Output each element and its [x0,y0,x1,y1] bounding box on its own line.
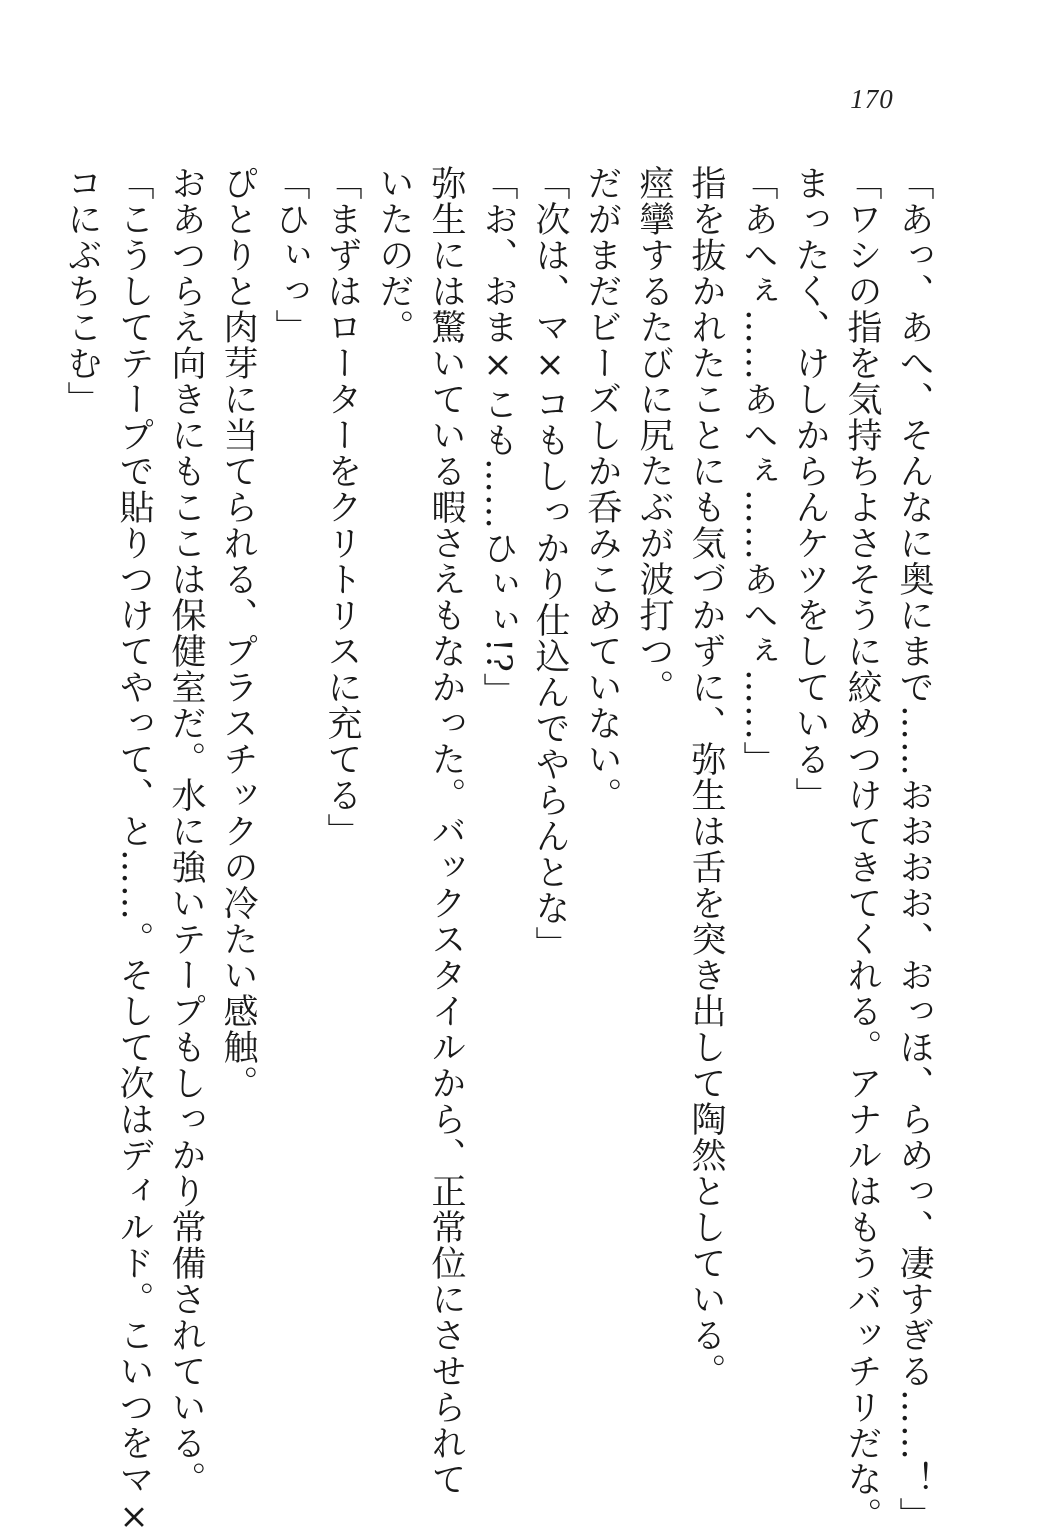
text-line: 「まずはローターをクリトリスに充てる」 [322,165,362,849]
text-line: まったく、けしからんケツをしている」 [790,165,830,813]
text-line: 痙攣するたびに尻たぶが波打つ。 [634,165,674,705]
text-line: 弥生には驚いている暇さえもなかった。バックスタイルから、正常位にさせられて [426,165,466,1497]
text-line: 指を抜かれたことにも気づかずに、弥生は舌を突き出して陶然としている。 [686,165,726,1389]
text-line: ぴとりと肉芽に当てられる、プラスチックの冷たい感触。 [218,165,258,1101]
page-number: 170 [850,84,894,114]
text-line: コにぶちこむ」 [62,165,102,417]
vertical-text-body [56,165,940,1538]
text-line: 「あっ、あへ、そんなに奥にまで……おおおお、おっほ、らめっ、凄すぎる……！」 [894,165,934,1533]
text-line: いたのだ。 [374,165,414,345]
text-line: だがまだビーズしか呑みこめていない。 [582,165,622,813]
text-line: 「ワシの指を気持ちよさそうに絞めつけてきてくれる。アナルはもうバッチリだな。 [842,165,882,1533]
text-line: 「次は、マ×コもしっかり仕込んでやらんとな」 [530,165,570,962]
text-line: 「あへぇ……あへぇ……あへぇ……」 [738,165,778,777]
text-line: おあつらえ向きにもここは保健室だ。水に強いテープもしっかり常備されている。 [166,165,206,1497]
text-line: 「ひぃっ」 [270,165,310,345]
text-line: 「お、おま×こも……ひぃぃ!?」 [478,165,518,709]
text-line: 「こうしてテープで貼りつけてやって、と……。そして次はディルド。こいつをマ× [114,165,154,1538]
